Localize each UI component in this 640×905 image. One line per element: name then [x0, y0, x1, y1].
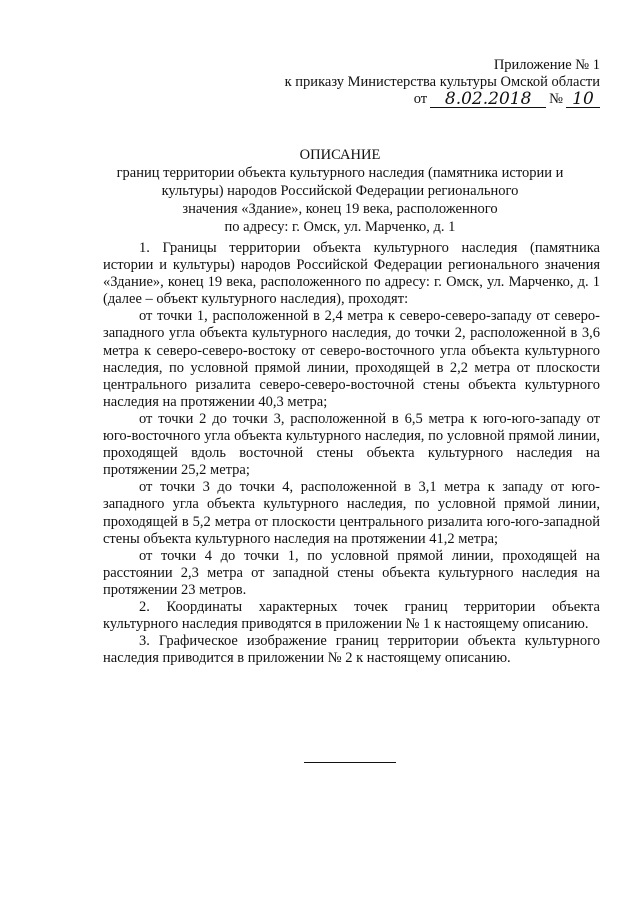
handwritten-number: 10 [566, 92, 600, 108]
paragraph-segment-2-3: от точки 2 до точки 3, расположенной в 6,5 метра к юго-юго-западу от юго-восточного угла объекта культурного наследия, по условной прямой линии, проходящей вдоль восточной стены объекта культурного наследия на протяжении 25,2 метра; [103, 410, 600, 479]
number-prefix: № [549, 91, 563, 107]
handwritten-date: 8.02.2018 [430, 92, 546, 108]
paragraph-2: 2. Координаты характерных точек границ территории объекта культурного наследия приводятся в приложении № 1 к настоящему описанию. [103, 598, 600, 633]
paragraph-segment-1-2: от точки 1, расположенной в 2,4 метра к северо-северо-западу от северо-западного угла объекта культурного наследия, до точки 2, расположенной в 3,6 метра к северо-северо-востоку от северо-восточного угла объекта культурного наследия, по условной прямой линии, проходящей в 2,2 метра от плоскости центрального ризалита северо-северо-восточной стены объекта культурного наследия на протяжении 40,3 метра; [103, 308, 600, 410]
appendix-header [240, 57, 600, 108]
appendix-number: Приложение № 1 [493, 57, 600, 73]
title-line-2: культуры) народов Российской Федерации регионального [161, 183, 519, 199]
title-line-4: по адресу: г. Омск, ул. Марченко, д. 1 [224, 219, 456, 235]
document-title [80, 146, 600, 236]
title-line-1: границ территории объекта культурного наследия (памятника истории и [116, 165, 564, 181]
title-heading: ОПИСАНИЕ [299, 147, 381, 163]
title-line-3: значения «Здание», конец 19 века, расположенного [182, 201, 498, 217]
paragraph-3: 3. Графическое изображение границ территории объекта культурного наследия приводится в приложении № 2 к настоящему описанию. [103, 633, 600, 667]
paragraph-1: 1. Границы территории объекта культурного наследия (памятника истории и культуры) народов Российской Федерации регионального значения «Здание», конец 19 века, расположенного по адресу: г. Омск, ул. Марченко, д. 1 (далее – объект культурного наследия), проходят: [103, 240, 600, 308]
date-prefix: от [413, 91, 428, 107]
paragraph-segment-3-4: от точки 3 до точки 4, расположенной в 3,1 метра к западу от юго-западного угла объекта культурного наследия, по условной прямой линии, проходящей в 5,2 метра от плоскости центрального ризалита юго-юго-западной стены объекта культурного наследия на протяжении 41,2 метра; [103, 479, 600, 547]
order-date-number-line [240, 91, 600, 108]
order-reference: к приказу Министерства культуры Омской области [284, 74, 600, 90]
paragraph-segment-4-1: от точки 4 до точки 1, по условной прямой линии, проходящей на расстоянии 2,3 метра от западной стены объекта культурного наследия на протяжении 23 метров. [103, 547, 600, 598]
document-body [103, 240, 600, 667]
closing-divider [304, 762, 396, 763]
